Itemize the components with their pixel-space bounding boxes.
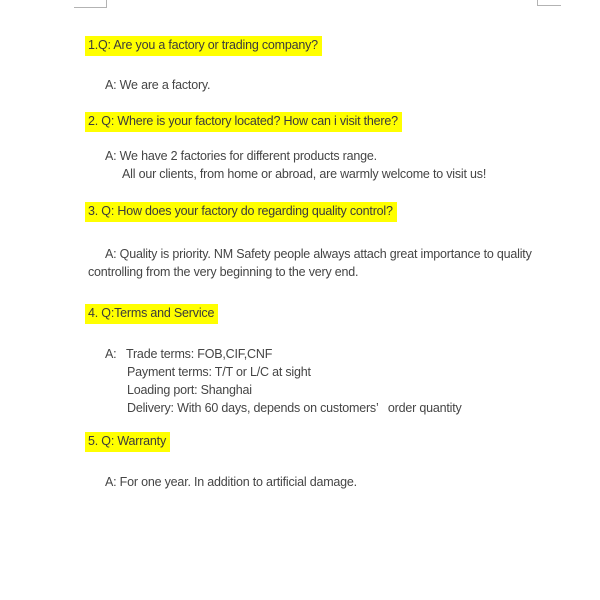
- cropped-box-corner-left: [74, 0, 107, 8]
- faq-question-1: 1.Q: Are you a factory or trading company?: [85, 36, 322, 56]
- faq-answer-3-line-2: controlling from the very beginning to the very end.: [88, 265, 359, 279]
- cropped-box-corner-right: [537, 0, 561, 6]
- faq-answer-4-line-4: Delivery: With 60 days, depends on customers’ order quantity: [127, 401, 462, 415]
- faq-question-3: 3. Q: How does your factory do regarding quality control?: [85, 202, 397, 222]
- faq-answer-4-line-1: A: Trade terms: FOB,CIF,CNF: [105, 347, 273, 361]
- faq-answer-2-line-1: A: We have 2 factories for different products range.: [105, 149, 377, 163]
- faq-answer-1-line-1: A: We are a factory.: [105, 78, 211, 92]
- faq-answer-5-line-1: A: For one year. In addition to artificial damage.: [105, 475, 357, 489]
- faq-answer-4-line-3: Loading port: Shanghai: [127, 383, 252, 397]
- faq-question-2: 2. Q: Where is your factory located? How can i visit there?: [85, 112, 402, 132]
- faq-answer-2-line-2: All our clients, from home or abroad, are warmly welcome to visit us!: [122, 167, 487, 181]
- faq-question-5: 5. Q: Warranty: [85, 432, 170, 452]
- faq-answer-4-line-2: Payment terms: T/T or L/C at sight: [127, 365, 311, 379]
- faq-answer-3-line-1: A: Quality is priority. NM Safety people always attach great importance to quality: [105, 247, 532, 261]
- faq-question-4: 4. Q:Terms and Service: [85, 304, 218, 324]
